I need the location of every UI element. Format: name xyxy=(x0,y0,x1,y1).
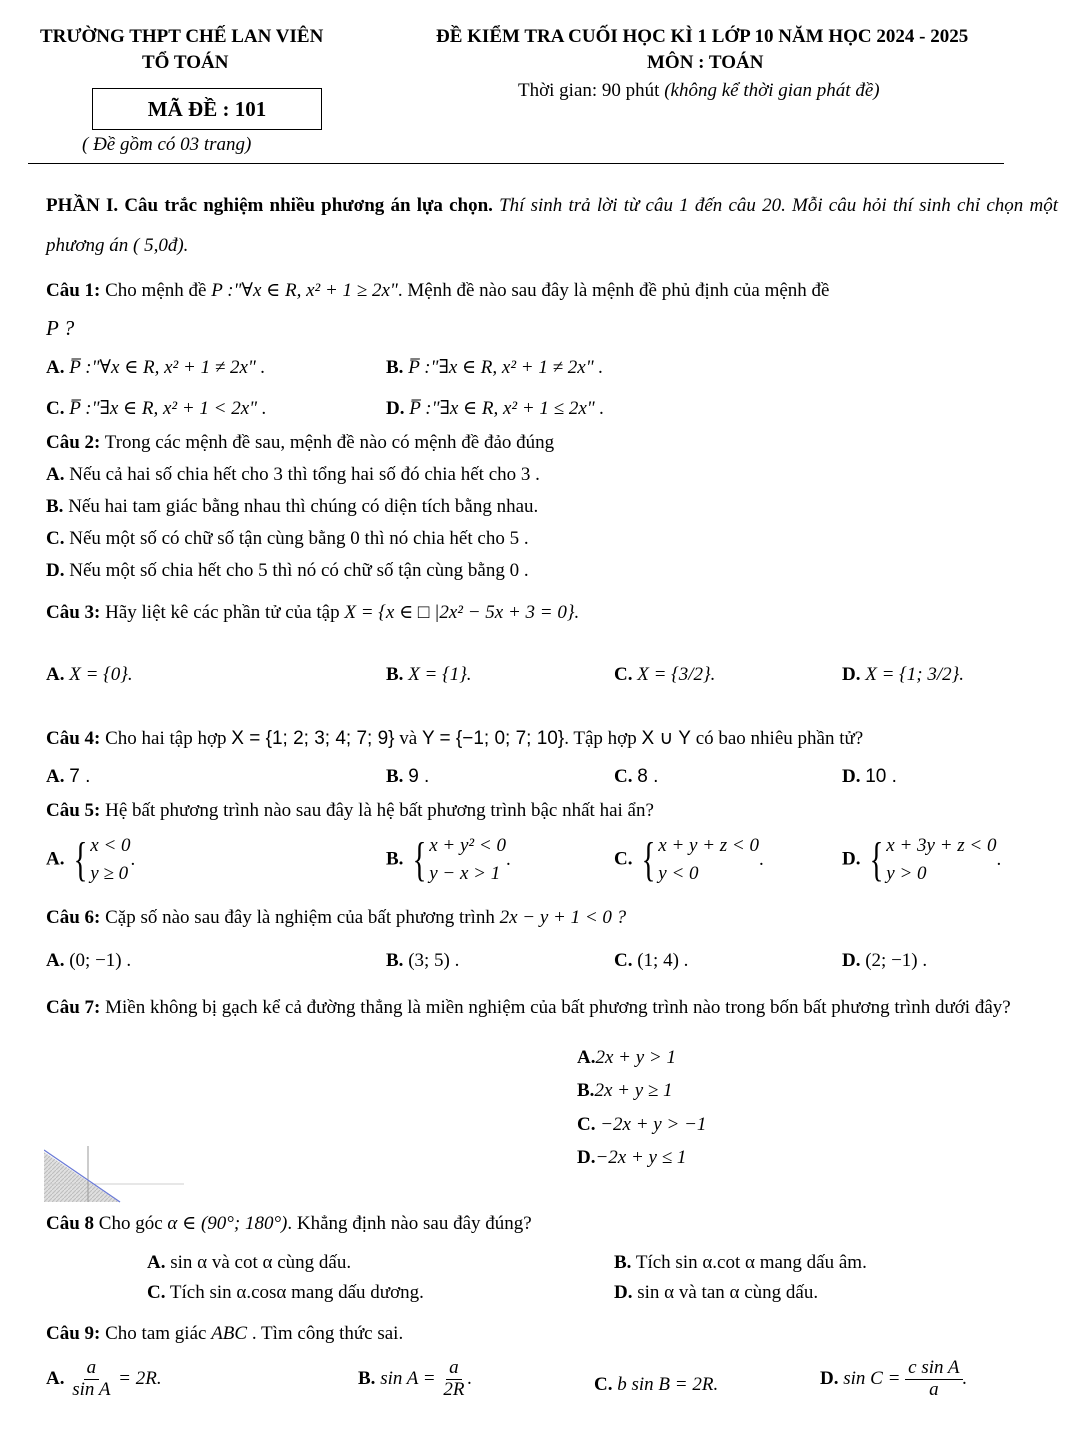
hatched-region xyxy=(44,1152,119,1202)
exam-code: MÃ ĐỀ : 101 xyxy=(147,96,267,121)
q9-label: Câu 9: xyxy=(46,1323,101,1344)
option-letter: A. xyxy=(577,1047,596,1068)
q1-option-b xyxy=(386,356,603,379)
q5-option-a xyxy=(46,832,135,888)
q3-stem xyxy=(46,601,579,624)
option-text: P̅ :"∀x ∈ R, x² + 1 ≠ 2x" . xyxy=(69,357,266,378)
option-letter: A. xyxy=(147,1252,166,1273)
q1-stem xyxy=(46,279,830,302)
fraction xyxy=(69,1358,113,1401)
option-text: (3; 5) . xyxy=(408,950,460,971)
option-letter: C. xyxy=(147,1282,166,1303)
q9-option-d xyxy=(820,1358,967,1401)
equation-system xyxy=(637,832,764,888)
option-text: 8 . xyxy=(637,766,659,787)
q5-label: Câu 5: xyxy=(46,800,101,821)
system-row-1: x + y² < 0 xyxy=(429,835,506,856)
time-prefix: Thời gian: 90 phút xyxy=(518,80,665,101)
system-row-1: x < 0 xyxy=(90,835,131,856)
q3-set: X = {x ∈ □ |2x² − 5x + 3 = 0}. xyxy=(344,602,580,623)
system-row-2: y > 0 xyxy=(886,863,927,884)
time-note: (không kể thời gian phát đề) xyxy=(664,80,880,101)
q3-option-c xyxy=(614,664,715,686)
q5-text: Hệ bất phương trình nào sau đây là hệ bất phương trình bậc nhất hai ẩn? xyxy=(100,800,654,821)
option-text: P̅ :"∃x ∈ R, x² + 1 ≠ 2x" . xyxy=(408,357,604,378)
q8-text-b: . Khẳng định nào sau đây đúng? xyxy=(287,1213,532,1234)
system-end: . xyxy=(505,849,511,870)
equation-system xyxy=(408,832,511,888)
q7-graph xyxy=(44,1142,194,1208)
system-end: . xyxy=(130,849,136,870)
fraction xyxy=(905,1358,962,1401)
option-text: sin α và cot α cùng dấu. xyxy=(170,1252,352,1273)
q8-label: Câu 8 xyxy=(46,1213,95,1234)
option-letter: D. xyxy=(820,1367,839,1389)
q3-label: Câu 3: xyxy=(46,602,101,623)
option-text: 9 . xyxy=(408,766,430,787)
q8-stem xyxy=(46,1212,532,1235)
option-text: −2x + y ≤ 1 xyxy=(595,1147,687,1168)
option-letter: C. xyxy=(46,398,65,419)
exam-code-box xyxy=(92,88,322,130)
option-text: Tích sin α.cosα mang dấu dương. xyxy=(169,1282,424,1303)
option-letter: B. xyxy=(386,848,404,870)
option-letter: A. xyxy=(46,357,65,378)
q9-stem xyxy=(46,1323,403,1345)
option-text: 10 . xyxy=(865,766,897,787)
q8-option-b xyxy=(614,1252,867,1274)
q2-option-b xyxy=(46,496,538,518)
option-text: X = {3/2}. xyxy=(637,664,716,685)
q4-text-a: Cho hai tập hợp xyxy=(100,728,232,749)
option-text: (2; −1) . xyxy=(865,950,928,971)
option-letter: D. xyxy=(842,848,861,870)
fraction xyxy=(440,1358,467,1401)
system-row-1: x + y + z < 0 xyxy=(658,835,760,856)
brace-icon: { xyxy=(869,833,884,886)
q7-text: Miền không bị gạch kể cả đường thẳng là miền nghiệm của bất phương trình nào trong bốn bất phương trình dưới đây? xyxy=(100,997,1011,1018)
q6-option-d xyxy=(842,950,927,972)
q1-label: Câu 1: xyxy=(46,280,101,301)
option-letter: C. xyxy=(46,528,65,549)
q4-option-d xyxy=(842,766,897,788)
q7-option-a xyxy=(577,1047,676,1069)
q4-text-d: có bao nhiêu phần tử? xyxy=(690,728,864,749)
q1-statement: P :"∀x ∈ R, x² + 1 ≥ 2x" xyxy=(211,280,398,301)
q7-option-c xyxy=(577,1114,706,1136)
q9-option-a xyxy=(46,1358,162,1401)
q1-stem-end: P ? xyxy=(46,316,75,340)
denominator: a xyxy=(929,1378,939,1400)
q3-option-b xyxy=(386,664,472,686)
q4-text-b: và xyxy=(394,728,422,749)
q6-inequality: 2x − y + 1 < 0 ? xyxy=(499,907,627,928)
option-letter: D. xyxy=(614,1282,633,1303)
denominator: 2R xyxy=(443,1378,465,1400)
q3-option-a xyxy=(46,664,133,686)
option-letter: B. xyxy=(46,496,64,517)
q6-stem xyxy=(46,907,626,929)
option-letter: A. xyxy=(46,664,65,685)
q4-option-c xyxy=(614,766,658,788)
equation-system xyxy=(865,832,1001,888)
option-text: 2x + y ≥ 1 xyxy=(594,1080,673,1101)
exam-title: ĐỀ KIỂM TRA CUỐI HỌC KÌ 1 LỚP 10 NĂM HỌC 2024 - 2025 xyxy=(436,26,969,47)
q4-set-y: Y = {−1; 0; 7; 10} xyxy=(421,728,565,749)
q9-text-a: Cho tam giác xyxy=(100,1323,212,1344)
option-letter: A. xyxy=(46,1367,65,1389)
option-letter: B. xyxy=(386,766,404,787)
q3-option-d xyxy=(842,664,964,686)
q1-option-d xyxy=(386,397,604,420)
option-text: −2x + y > −1 xyxy=(600,1114,707,1135)
option-head: sin C = xyxy=(843,1367,906,1389)
q6-option-c xyxy=(614,950,688,972)
option-tail: . xyxy=(962,1367,968,1389)
option-letter: A. xyxy=(46,950,65,971)
equation-system xyxy=(69,832,135,888)
option-letter: D. xyxy=(842,664,861,685)
q9-option-b xyxy=(358,1358,472,1401)
option-letter: C. xyxy=(614,664,633,685)
q6-text: Cặp số nào sau đây là nghiệm của bất phương trình xyxy=(100,907,500,928)
part1-heading xyxy=(46,186,1058,266)
department: TỔ TOÁN xyxy=(142,52,229,73)
option-letter: A. xyxy=(46,464,65,485)
q9-triangle: ABC xyxy=(211,1323,248,1344)
q1-text-b: . Mệnh đề nào sau đây là mệnh đề phủ định của mệnh đề xyxy=(397,280,830,301)
q4-option-b xyxy=(386,766,429,788)
q6-option-a xyxy=(46,950,131,972)
q9-text-b: . Tìm công thức sai. xyxy=(247,1323,404,1344)
q2-option-c xyxy=(46,528,529,550)
option-letter: D. xyxy=(386,398,405,419)
option-letter: B. xyxy=(386,357,404,378)
option-letter: B. xyxy=(614,1252,632,1273)
q8-text-a: Cho góc xyxy=(94,1213,168,1234)
option-letter: D. xyxy=(46,560,65,581)
option-tail: = 2R. xyxy=(113,1367,162,1389)
q3-text: Hãy liệt kê các phần tử của tập xyxy=(100,602,345,623)
option-text: (1; 4) . xyxy=(637,950,689,971)
q7-label: Câu 7: xyxy=(46,997,101,1018)
option-letter: C. xyxy=(614,848,633,870)
system-row-2: y − x > 1 xyxy=(429,863,501,884)
option-letter: B. xyxy=(386,950,404,971)
option-text: sin α và tan α cùng dấu. xyxy=(637,1282,819,1303)
option-letter: C. xyxy=(614,766,633,787)
pages-note: ( Đề gồm có 03 trang) xyxy=(82,134,252,155)
system-row-1: x + 3y + z < 0 xyxy=(886,835,997,856)
denominator: sin A xyxy=(72,1378,111,1400)
q9-option-c xyxy=(594,1374,718,1396)
q8-option-a xyxy=(147,1252,351,1274)
q4-stem xyxy=(46,727,863,750)
option-letter: C. xyxy=(614,950,633,971)
option-letter: C. xyxy=(594,1374,613,1395)
q4-option-a xyxy=(46,766,90,788)
header-divider xyxy=(28,163,1004,164)
q2-label: Câu 2: xyxy=(46,432,101,453)
system-row-2: y ≥ 0 xyxy=(90,863,129,884)
brace-icon: { xyxy=(641,833,656,886)
option-letter: D. xyxy=(842,950,861,971)
q7-option-b xyxy=(577,1080,673,1102)
option-text: X = {0}. xyxy=(69,664,133,685)
option-text: Nếu một số chia hết cho 5 thì nó có chữ số tận cùng bằng 0 . xyxy=(69,560,529,581)
option-letter: D. xyxy=(577,1147,596,1168)
q8-angle: α ∈ (90°; 180°) xyxy=(167,1213,288,1234)
q1-option-a xyxy=(46,356,265,379)
q1-text-a: Cho mệnh đề xyxy=(100,280,212,301)
q7-option-d xyxy=(577,1147,686,1169)
option-text: X = {1}. xyxy=(408,664,472,685)
q2-option-d xyxy=(46,560,529,582)
option-letter: B. xyxy=(358,1367,376,1389)
option-letter: B. xyxy=(577,1080,595,1101)
q2-stem xyxy=(46,432,554,454)
option-head: sin A = xyxy=(380,1367,441,1389)
q7-stem xyxy=(46,993,1058,1023)
q6-option-b xyxy=(386,950,459,972)
q8-option-c xyxy=(147,1282,424,1304)
option-text: b sin B = 2R. xyxy=(617,1374,719,1395)
option-text: (0; −1) . xyxy=(69,950,132,971)
option-letter: C. xyxy=(577,1114,596,1135)
part1-instruction: Thí sinh trả lời từ câu 1 đến câu 20. Mỗi câu hỏi thí sinh chỉ chọn một phương án ( 5,0đ). xyxy=(46,195,1058,256)
q4-text-c: . Tập hợp xyxy=(564,728,642,749)
option-text: P̅ :"∃x ∈ R, x² + 1 < 2x" . xyxy=(69,398,267,419)
q5-option-d xyxy=(842,832,1001,888)
option-text: 2x + y > 1 xyxy=(595,1047,676,1068)
system-end: . xyxy=(996,849,1002,870)
q5-option-b xyxy=(386,832,511,888)
option-text: P̅ :"∃x ∈ R, x² + 1 ≤ 2x" . xyxy=(409,398,605,419)
option-text: Nếu một số có chữ số tận cùng bằng 0 thì nó chia hết cho 5 . xyxy=(69,528,529,549)
q5-stem xyxy=(46,800,654,822)
option-tail: . xyxy=(467,1367,473,1389)
option-text: 7 . xyxy=(69,766,91,787)
q2-option-a xyxy=(46,464,540,486)
q2-text: Trong các mệnh đề sau, mệnh đề nào có mệnh đề đảo đúng xyxy=(100,432,555,453)
q5-option-c xyxy=(614,832,764,888)
q1-option-c xyxy=(46,397,267,420)
option-letter: A. xyxy=(46,766,65,787)
brace-icon: { xyxy=(73,833,88,886)
q4-label: Câu 4: xyxy=(46,728,101,749)
subject: MÔN : TOÁN xyxy=(647,52,764,73)
q8-option-d xyxy=(614,1282,818,1304)
option-text: X = {1; 3/2}. xyxy=(865,664,964,685)
school-name: TRƯỜNG THPT CHẾ LAN VIÊN xyxy=(40,26,324,47)
option-letter: B. xyxy=(386,664,404,685)
part1-title: PHẦN I. Câu trắc nghiệm nhiều phương án lựa chọn. xyxy=(46,195,493,216)
system-row-2: y < 0 xyxy=(658,863,699,884)
numerator: a xyxy=(84,1358,100,1380)
option-text: Nếu cả hai số chia hết cho 3 thì tổng hai số đó chia hết cho 3 . xyxy=(69,464,540,485)
option-letter: D. xyxy=(842,766,861,787)
option-letter: A. xyxy=(46,848,65,870)
option-text: Tích sin α.cot α mang dấu âm. xyxy=(635,1252,867,1273)
option-text: Nếu hai tam giác bằng nhau thì chúng có diện tích bằng nhau. xyxy=(68,496,539,517)
q4-set-x: X = {1; 2; 3; 4; 7; 9} xyxy=(231,728,395,749)
q4-union: X ∪ Y xyxy=(641,728,691,749)
brace-icon: { xyxy=(412,833,427,886)
numerator: c sin A xyxy=(905,1358,962,1380)
system-end: . xyxy=(759,849,764,870)
q6-label: Câu 6: xyxy=(46,907,101,928)
exam-time xyxy=(518,80,880,102)
numerator: a xyxy=(446,1358,462,1380)
